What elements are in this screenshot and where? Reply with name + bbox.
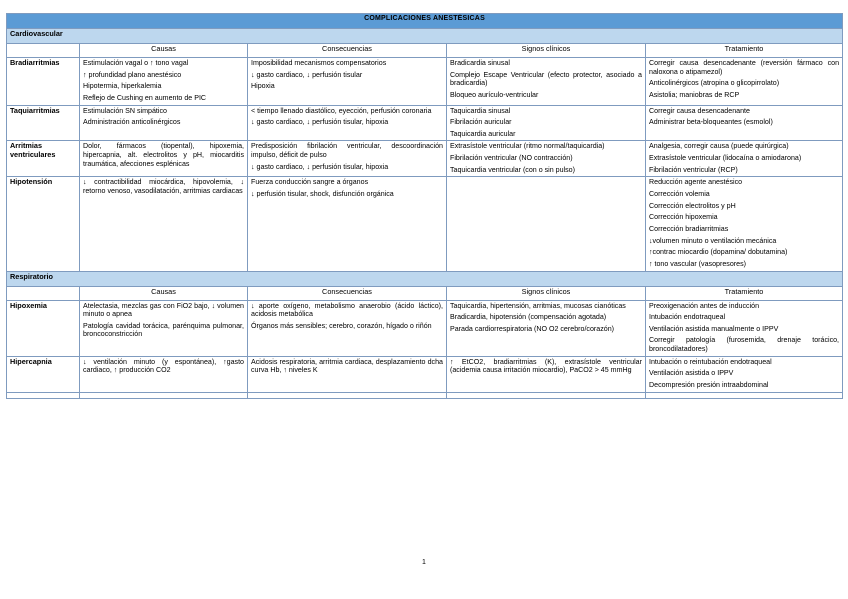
column-header: Consecuencias (248, 44, 447, 58)
tratamiento-cell (646, 58, 843, 106)
row-label: Hipoxemia (7, 300, 80, 356)
causas-cell-item: Administración anticolinérgicos (83, 118, 181, 127)
tratamiento-cell-item: Corrección volemia (649, 190, 710, 199)
causas-cell-item: Estimulación SN simpático (83, 106, 167, 115)
causas-cell (80, 177, 248, 271)
tratamiento-cell-item: ↑contrac miocardio (dopamina/ dobutamina) (649, 248, 788, 257)
causas-cell (80, 356, 248, 392)
section-row (7, 29, 843, 44)
causas-cell (80, 58, 248, 106)
table-row (7, 58, 843, 106)
consecuencias-cell-item: ↓ gasto cardiaco, ↓ perfusión tisular, hipoxia (251, 118, 389, 127)
causas-cell-item: Dolor, fármacos (tiopental), hipoxemia, hipercapnia, alt. electrolitos y pH, miocarditis traumática, afecciones esplénicas (83, 142, 244, 168)
tratamiento-cell-item: Corrección electrolitos y pH (649, 201, 736, 210)
column-header: Tratamiento (646, 286, 843, 300)
signos-cell-item: Taquicardia auricular (450, 129, 516, 138)
signos-cell-item: Taquicardia, hipertensión, arritmias, mucosas cianóticas (450, 301, 626, 310)
consecuencias-cell-item: ↓ aporte oxígeno, metabolismo anaerobio (ácido láctico), acidosis metabólica (251, 301, 443, 319)
causas-cell-item: ↓ contractibilidad miocárdica, hipovolemia, ↓ retorno venoso, vasodilatación, arritmias cardiacas (83, 178, 244, 196)
signos-cell (447, 177, 646, 271)
spacer-cell (80, 392, 248, 398)
column-header: Signos clínicos (447, 286, 646, 300)
tratamiento-cell (646, 141, 843, 177)
tratamiento-cell-item: Corrección hipoxemia (649, 213, 718, 222)
consecuencias-cell-item: < tiempo llenado diastólico, eyección, perfusión coronaria (251, 106, 432, 115)
consecuencias-cell-item: ↓ gasto cardiaco, ↓ perfusión tisular (251, 70, 363, 79)
row-label: Hipotensión (7, 177, 80, 271)
consecuencias-cell-item: Predisposición fibrilación ventricular, descoordinación impulso, déficit de pulso (251, 142, 443, 160)
tratamiento-cell-item: Corregir patología (furosemida, drenaje torácico, broncodilatadores) (649, 336, 840, 354)
signos-cell-item: Extrasístole ventricular (ritmo normal/taquicardia) (450, 142, 605, 151)
signos-cell (447, 300, 646, 356)
consecuencias-cell (248, 141, 447, 177)
signos-cell-item: Fibrilación ventricular (NO contracción) (450, 154, 573, 163)
consecuencias-cell (248, 300, 447, 356)
signos-cell (447, 105, 646, 141)
signos-cell-item: Fibrilación auricular (450, 118, 512, 127)
header-blank (7, 44, 80, 58)
consecuencias-cell-item: Imposibilidad mecanismos compensatorios (251, 59, 387, 67)
table-row (7, 300, 843, 356)
row-label: Bradiarritmias (7, 58, 80, 106)
tratamiento-cell-item: Reducción agente anestésico (649, 178, 743, 187)
tratamiento-cell-item: Analgesia, corregir causa (puede quirúrgica) (649, 142, 789, 151)
table-row (7, 105, 843, 141)
tratamiento-cell-item: ↓volumen minuto o ventilación mecánica (649, 236, 777, 245)
signos-cell-item: Taquicardia sinusal (450, 106, 511, 115)
signos-cell-item: Bradicardia, hipotensión (compensación agotada) (450, 313, 607, 322)
tratamiento-cell-item: Preoxigenación antes de inducción (649, 301, 760, 310)
tratamiento-cell-item: Fibrilación ventricular (RCP) (649, 165, 738, 174)
signos-cell-item: Parada cardiorrespiratoria (NO O2 cerebro/corazón) (450, 324, 615, 333)
tratamiento-cell-item: Extrasístole ventricular (lidocaína o amiodarona) (649, 154, 802, 163)
tratamiento-cell-item: Intubación endotraqueal (649, 313, 726, 322)
section-title: Respiratorio (7, 271, 843, 286)
signos-cell (447, 141, 646, 177)
causas-cell (80, 141, 248, 177)
table-row (7, 177, 843, 271)
tratamiento-cell-item: Ventilación asistida manualmente o IPPV (649, 324, 779, 333)
consecuencias-cell-item: Hipoxia (251, 82, 275, 91)
spacer-row (7, 392, 843, 398)
causas-cell-item: Estimulación vagal o ↑ tono vagal (83, 59, 189, 67)
consecuencias-cell (248, 58, 447, 106)
table-row (7, 141, 843, 177)
consecuencias-cell-item: Fuerza conducción sangre a órganos (251, 178, 369, 187)
section-title: Cardiovascular (7, 29, 843, 44)
signos-cell-item: Complejo Escape Ventricular (efecto protector, asociado a bradicardia) (450, 70, 642, 88)
column-header: Tratamiento (646, 44, 843, 58)
tratamiento-cell-item: ↑ tono vascular (vasopresores) (649, 259, 746, 268)
row-label: Hipercapnia (7, 356, 80, 392)
column-header: Causas (80, 286, 248, 300)
signos-cell-item: Bloqueo aurículo-ventricular (450, 90, 539, 99)
causas-cell-item: Hipotermia, hiperkalemia (83, 82, 162, 91)
causas-cell (80, 105, 248, 141)
causas-cell-item: Patología cavidad torácica, parénquima pulmonar, broncoconstricción (83, 321, 244, 339)
signos-cell (447, 58, 646, 106)
title-row (7, 14, 843, 29)
tratamiento-cell (646, 105, 843, 141)
signos-cell-item: Bradicardia sinusal (450, 59, 510, 67)
spacer-cell (646, 392, 843, 398)
column-header: Causas (80, 44, 248, 58)
page-number: 1 (422, 559, 426, 566)
tratamiento-cell-item: Corregir causa desencadenante (reversión fármaco con naloxona o atipamezol) (649, 59, 840, 76)
column-header-row (7, 286, 843, 300)
consecuencias-cell-item: ↓ gasto cardiaco, ↓ perfusión tisular, hipoxia (251, 162, 389, 171)
tratamiento-cell-item: Corrección bradiarritmias (649, 224, 729, 233)
row-label: Taquiarritmias (7, 105, 80, 141)
tratamiento-cell (646, 177, 843, 271)
table-row (7, 356, 843, 392)
tratamiento-cell-item: Corregir causa desencadenante (649, 106, 750, 115)
consecuencias-cell (248, 105, 447, 141)
signos-cell (447, 356, 646, 392)
consecuencias-cell-item: Acidosis respiratoria, arritmia cardiaca, desplazamiento dcha curva Hb, ↑ niveles K (251, 357, 443, 375)
spacer-cell (7, 392, 80, 398)
spacer-cell (248, 392, 447, 398)
header-blank (7, 286, 80, 300)
signos-cell-item: Taquicardia ventricular (con o sin pulso) (450, 165, 575, 174)
tratamiento-cell-item: Anticolinérgicos (atropina o glicopirrolato) (649, 79, 780, 88)
column-header: Signos clínicos (447, 44, 646, 58)
tratamiento-cell-item: Asistolia; maniobras de RCP (649, 90, 740, 99)
tratamiento-cell-item: Decompresión presión intraabdominal (649, 381, 769, 390)
section-row (7, 271, 843, 286)
tratamiento-cell (646, 300, 843, 356)
table-title: COMPLICACIONES ANESTÉSICAS (7, 14, 843, 29)
tratamiento-cell (646, 356, 843, 392)
column-header-row (7, 44, 843, 58)
tratamiento-cell-item: Administrar beta-bloqueantes (esmolol) (649, 118, 773, 127)
causas-cell-item: Reflejo de Cushing en aumento de PIC (83, 93, 207, 102)
consecuencias-cell-item: ↓ perfusión tisular, shock, disfunción orgánica (251, 190, 394, 199)
row-label: Arritmias ventriculares (7, 141, 80, 177)
spacer-cell (447, 392, 646, 398)
causas-cell-item: ↑ profundidad plano anestésico (83, 70, 182, 79)
consecuencias-cell-item: Órganos más sensibles; cerebro, corazón, hígado o riñón (251, 321, 432, 330)
complications-table (6, 13, 843, 399)
tratamiento-cell-item: Intubación o reintubación endotraqueal (649, 357, 772, 366)
consecuencias-cell (248, 177, 447, 271)
causas-cell (80, 300, 248, 356)
signos-cell-item: ↑ EtCO2, bradiarritmias (K), extrasístole ventricular (acidemia causa irritación miocardio), PaCO2 > 45 mmHg (450, 357, 642, 375)
consecuencias-cell (248, 356, 447, 392)
tratamiento-cell-item: Ventilación asistida o IPPV (649, 369, 734, 378)
column-header: Consecuencias (248, 286, 447, 300)
causas-cell-item: Atelectasia, mezclas gas con FiO2 bajo, ↓ volumen minuto o apnea (83, 301, 244, 319)
causas-cell-item: ↓ ventilación minuto (y espontánea), ↑gasto cardiaco, ↑ producción CO2 (83, 357, 244, 375)
